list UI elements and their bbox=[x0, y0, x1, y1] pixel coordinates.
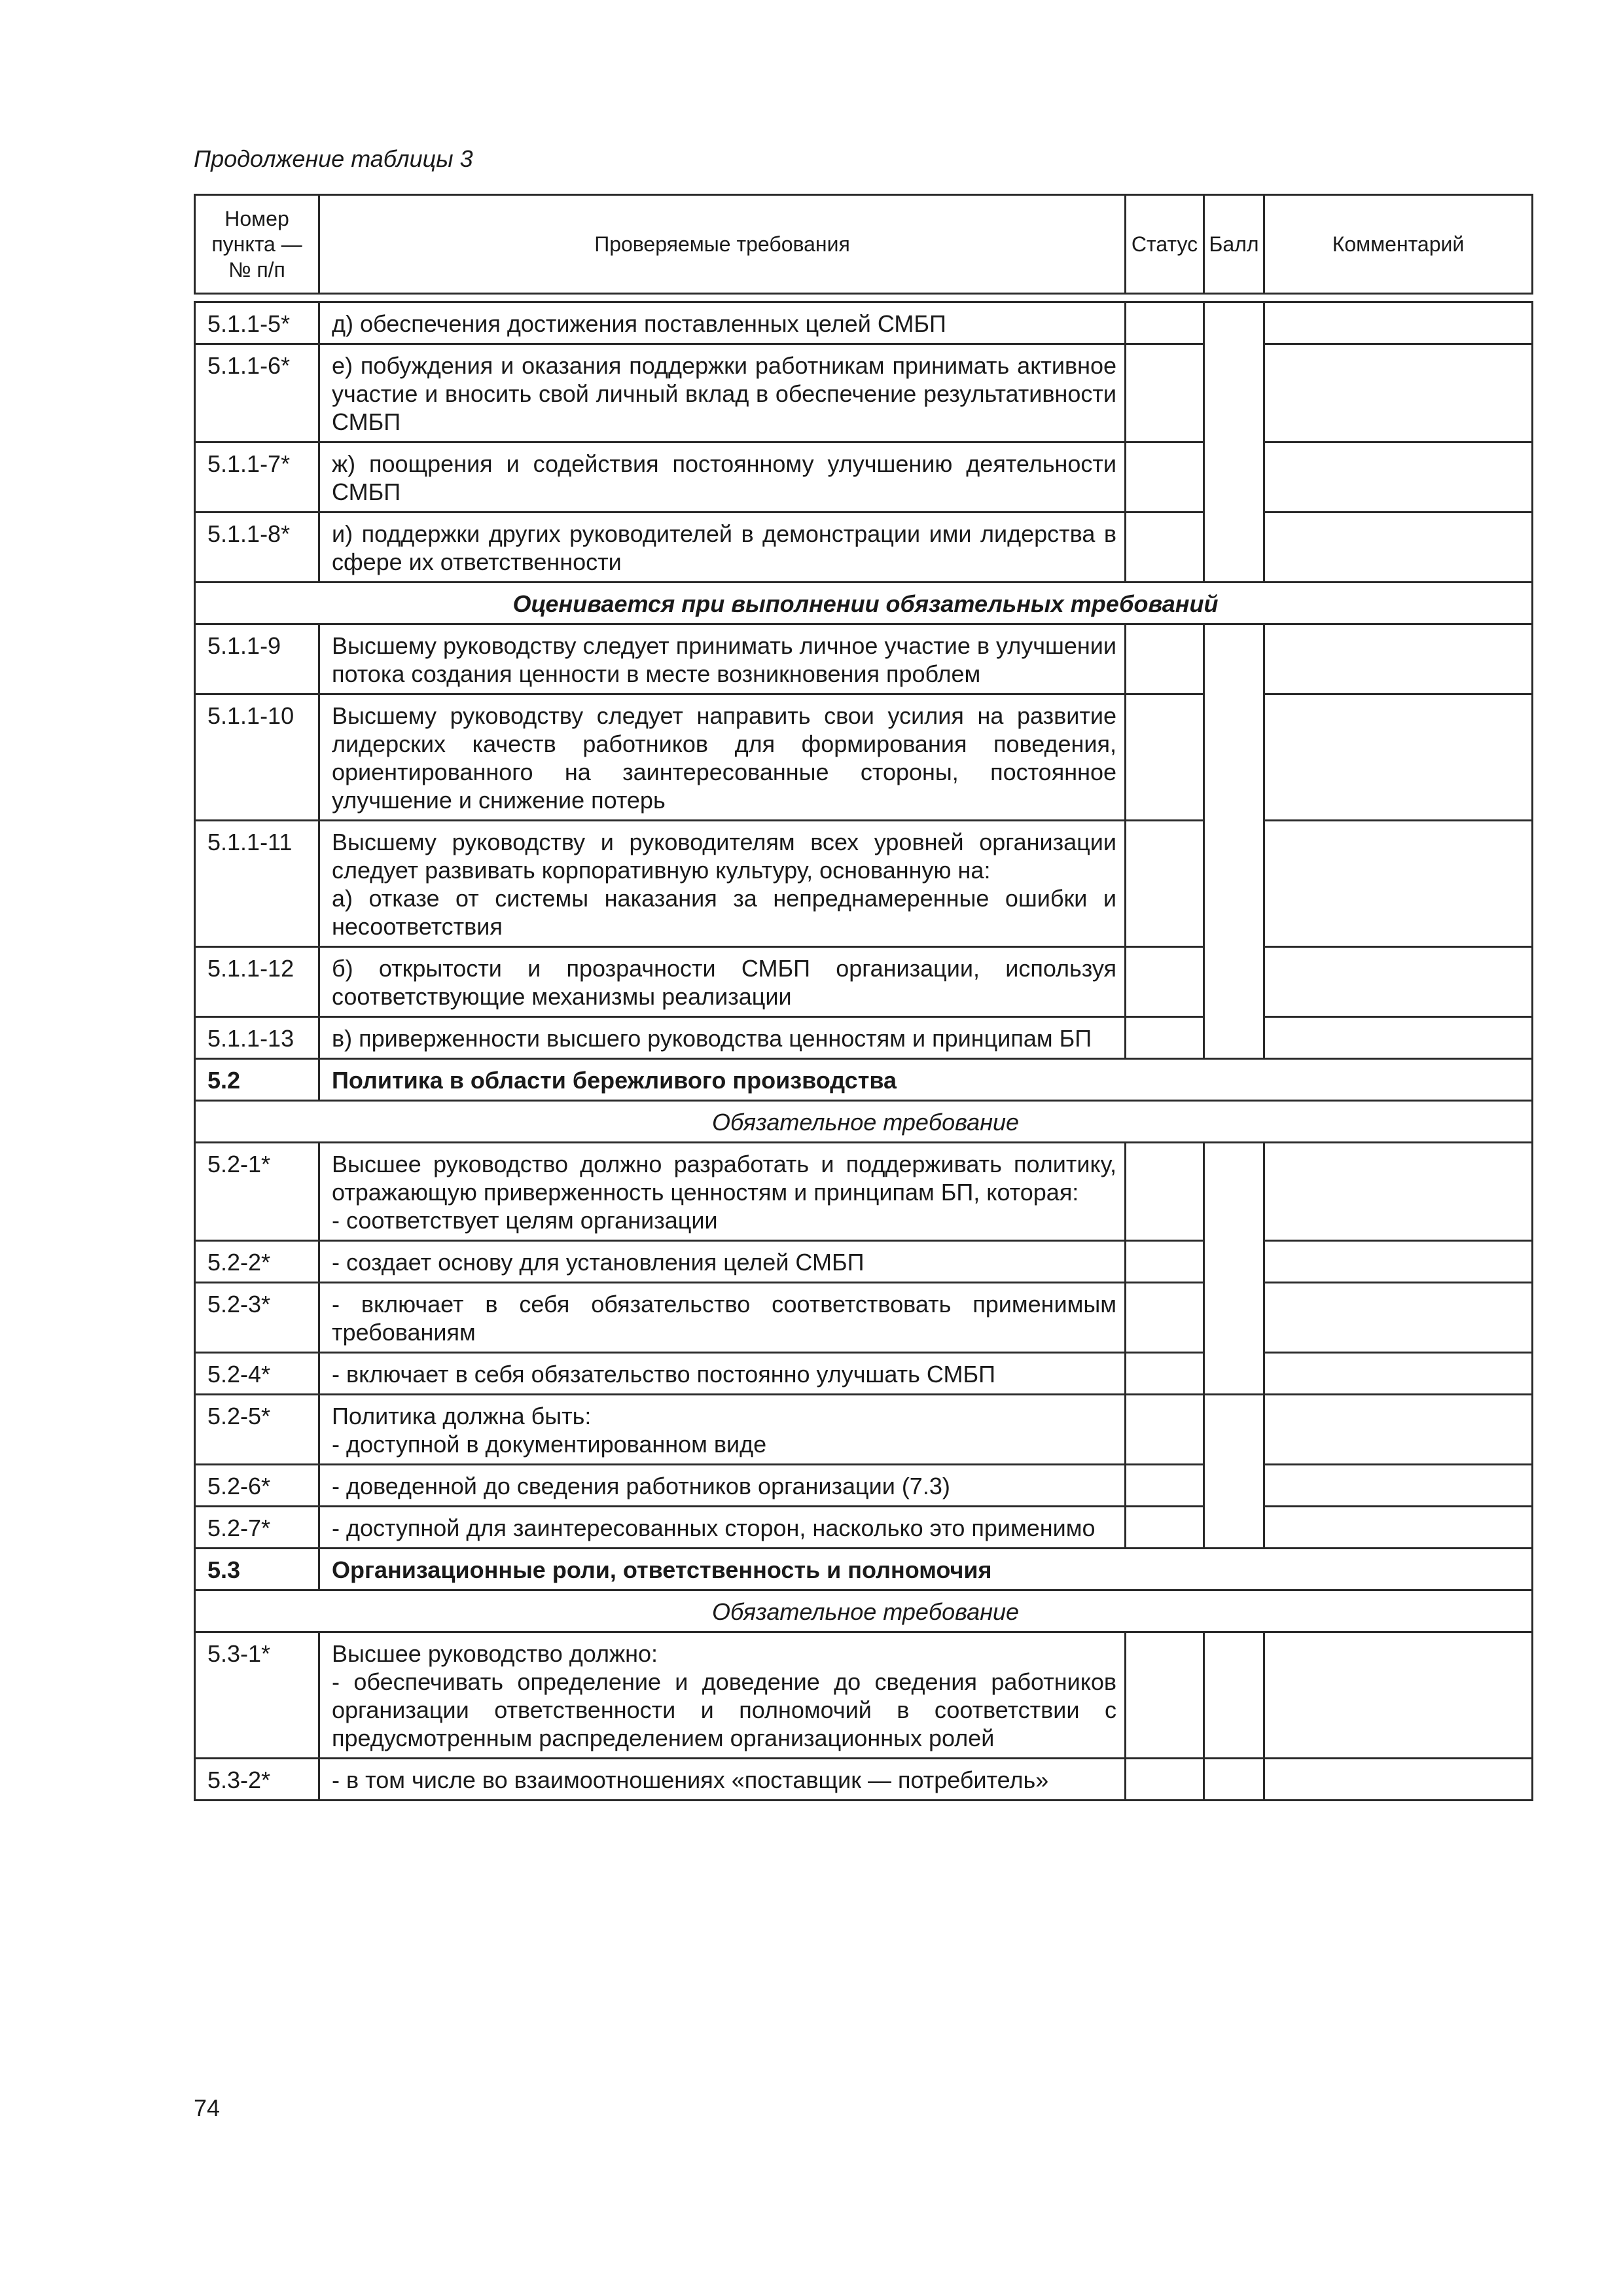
requirement-text bbox=[319, 624, 1126, 694]
item-number: 5.1.1-13 bbox=[195, 1017, 319, 1059]
status-cell[interactable] bbox=[1126, 947, 1204, 1017]
category-row: Оценивается при выполнении обязательных требований bbox=[195, 583, 1533, 624]
requirements-table bbox=[194, 194, 1533, 1801]
item-number: 5.1.1-12 bbox=[195, 947, 319, 1017]
requirement-text bbox=[319, 1143, 1126, 1241]
comment-cell[interactable] bbox=[1264, 947, 1533, 1017]
status-cell[interactable] bbox=[1126, 1283, 1204, 1353]
status-cell[interactable] bbox=[1126, 1507, 1204, 1549]
section-number: 5.2 bbox=[195, 1059, 319, 1101]
requirement-line: - в том числе во взаимоотношениях «поставщик — потребитель» bbox=[332, 1767, 1049, 1793]
requirement-text bbox=[319, 1759, 1126, 1801]
status-cell[interactable] bbox=[1126, 1017, 1204, 1059]
status-cell[interactable] bbox=[1126, 1241, 1204, 1283]
table-row bbox=[195, 302, 1533, 344]
item-number: 5.1.1-5* bbox=[195, 302, 319, 344]
comment-cell[interactable] bbox=[1264, 512, 1533, 583]
requirement-line: - соответствует целям организации bbox=[332, 1207, 718, 1234]
table-row bbox=[195, 1465, 1533, 1507]
status-cell[interactable] bbox=[1126, 1395, 1204, 1465]
column-header-comment: Комментарий bbox=[1264, 195, 1533, 294]
table-row bbox=[195, 624, 1533, 694]
status-cell[interactable] bbox=[1126, 694, 1204, 821]
requirement-text bbox=[319, 947, 1126, 1017]
page-number: 74 bbox=[194, 2094, 221, 2121]
item-number: 5.2-2* bbox=[195, 1241, 319, 1283]
item-number: 5.1.1-8* bbox=[195, 512, 319, 583]
status-cell[interactable] bbox=[1126, 1465, 1204, 1507]
status-cell[interactable] bbox=[1126, 624, 1204, 694]
comment-cell[interactable] bbox=[1264, 694, 1533, 821]
requirement-line: Высшему руководству следует принимать личное участие в улучшении потока создания ценности в месте возникновения проблем bbox=[332, 632, 1116, 687]
status-cell[interactable] bbox=[1126, 821, 1204, 947]
table-row bbox=[195, 1632, 1533, 1759]
mandatory-requirement-row: Обязательное требование bbox=[195, 1590, 1533, 1632]
comment-cell[interactable] bbox=[1264, 1507, 1533, 1549]
table-row bbox=[195, 1759, 1533, 1801]
requirement-text bbox=[319, 1632, 1126, 1759]
item-number: 5.2-4* bbox=[195, 1353, 319, 1395]
table-row bbox=[195, 512, 1533, 583]
requirement-line: Высшему руководству и руководителям всех уровней организации следует развивать корпоративную культуру, основанную на: bbox=[332, 829, 1116, 884]
requirement-text bbox=[319, 821, 1126, 947]
comment-cell[interactable] bbox=[1264, 1759, 1533, 1801]
status-cell[interactable] bbox=[1126, 1143, 1204, 1241]
requirement-line: - включает в себя обязательство соответствовать применимым требованиям bbox=[332, 1291, 1116, 1346]
group-a-rows bbox=[195, 302, 1533, 583]
requirement-line: ж) поощрения и содействия постоянному улучшению деятельности СМБП bbox=[332, 450, 1116, 505]
table-row bbox=[195, 1507, 1533, 1549]
requirement-line: - включает в себя обязательство постоянно улучшать СМБП bbox=[332, 1361, 995, 1388]
item-number: 5.1.1-6* bbox=[195, 344, 319, 442]
comment-cell[interactable] bbox=[1264, 344, 1533, 442]
item-number: 5.3-1* bbox=[195, 1632, 319, 1759]
requirement-line: - доведенной до сведения работников организации (7.3) bbox=[332, 1473, 950, 1499]
requirement-text bbox=[319, 344, 1126, 442]
requirement-text bbox=[319, 1017, 1126, 1059]
comment-cell[interactable] bbox=[1264, 442, 1533, 512]
comment-cell[interactable] bbox=[1264, 1241, 1533, 1283]
status-cell[interactable] bbox=[1126, 512, 1204, 583]
score-cell[interactable] bbox=[1204, 1759, 1264, 1801]
group-5-3-rows bbox=[195, 1632, 1533, 1801]
requirement-line: Высшее руководство должно разработать и поддерживать политику, отражающую приверженность ценностям и принципам БП, которая: bbox=[332, 1151, 1116, 1206]
comment-cell[interactable] bbox=[1264, 1143, 1533, 1241]
requirement-line: Высшее руководство должно: bbox=[332, 1640, 658, 1667]
requirement-line: - обеспечивать определение и доведение до сведения работников организации ответственности и полномочий в соответствии с предусмотренным распределением организационных ролей bbox=[332, 1668, 1116, 1751]
column-header-number: Номер пункта — № п/п bbox=[195, 195, 319, 294]
item-number: 5.1.1-7* bbox=[195, 442, 319, 512]
requirement-text bbox=[319, 302, 1126, 344]
table-row bbox=[195, 1017, 1533, 1059]
group-b-rows bbox=[195, 624, 1533, 1059]
comment-cell[interactable] bbox=[1264, 302, 1533, 344]
status-cell[interactable] bbox=[1126, 1759, 1204, 1801]
mandatory-requirement-row: Обязательное требование bbox=[195, 1101, 1533, 1143]
column-header-status: Статус bbox=[1126, 195, 1204, 294]
table-caption: Продолжение таблицы 3 bbox=[194, 145, 473, 172]
section-row-5-2 bbox=[195, 1059, 1533, 1101]
comment-cell[interactable] bbox=[1264, 624, 1533, 694]
section-number: 5.3 bbox=[195, 1549, 319, 1590]
section-row-5-3 bbox=[195, 1549, 1533, 1590]
table-header-row bbox=[195, 195, 1533, 294]
comment-cell[interactable] bbox=[1264, 1465, 1533, 1507]
item-number: 5.2-1* bbox=[195, 1143, 319, 1241]
requirement-line: а) отказе от системы наказания за непреднамеренные ошибки и несоответствия bbox=[332, 885, 1116, 940]
score-cell[interactable] bbox=[1204, 1395, 1264, 1549]
requirement-line: б) открытости и прозрачности СМБП организации, используя соответствующие механизмы реализации bbox=[332, 955, 1116, 1010]
table-row bbox=[195, 1353, 1533, 1395]
requirement-line: е) побуждения и оказания поддержки работникам принимать активное участие и вносить свой личный вклад в обеспечение результативности СМБП bbox=[332, 352, 1116, 435]
table-row bbox=[195, 947, 1533, 1017]
item-number: 5.2-3* bbox=[195, 1283, 319, 1353]
score-cell[interactable] bbox=[1204, 624, 1264, 1059]
item-number: 5.2-6* bbox=[195, 1465, 319, 1507]
requirement-line: Высшему руководству следует направить свои усилия на развитие лидерских качеств работников для формирования поведения, ориентированного на заинтересованные стороны, постоянное улучшение и снижение потерь bbox=[332, 702, 1116, 814]
requirement-text bbox=[319, 1507, 1126, 1549]
table-row bbox=[195, 442, 1533, 512]
requirement-line: Политика должна быть: bbox=[332, 1403, 592, 1429]
requirement-text bbox=[319, 694, 1126, 821]
requirement-line: д) обеспечения достижения поставленных целей СМБП bbox=[332, 310, 946, 337]
comment-cell[interactable] bbox=[1264, 1395, 1533, 1465]
item-number: 5.1.1-10 bbox=[195, 694, 319, 821]
requirement-line: и) поддержки других руководителей в демонстрации ими лидерства в сфере их ответственности bbox=[332, 520, 1116, 575]
column-header-score: Балл bbox=[1204, 195, 1264, 294]
score-cell[interactable] bbox=[1204, 1632, 1264, 1759]
requirement-line: - доступной для заинтересованных сторон, насколько это применимо bbox=[332, 1515, 1096, 1541]
score-cell[interactable] bbox=[1204, 1143, 1264, 1395]
item-number: 5.3-2* bbox=[195, 1759, 319, 1801]
requirement-text bbox=[319, 1465, 1126, 1507]
table-row bbox=[195, 1241, 1533, 1283]
comment-cell[interactable] bbox=[1264, 1017, 1533, 1059]
comment-cell[interactable] bbox=[1264, 1632, 1533, 1759]
requirement-text bbox=[319, 1395, 1126, 1465]
table-row bbox=[195, 821, 1533, 947]
requirement-text bbox=[319, 512, 1126, 583]
status-cell[interactable] bbox=[1126, 442, 1204, 512]
table-row bbox=[195, 1143, 1533, 1241]
comment-cell[interactable] bbox=[1264, 821, 1533, 947]
requirement-line: - создает основу для установления целей СМБП bbox=[332, 1249, 865, 1276]
column-header-requirements: Проверяемые требования bbox=[319, 195, 1126, 294]
item-number: 5.2-7* bbox=[195, 1507, 319, 1549]
requirement-text bbox=[319, 1353, 1126, 1395]
section-title: Политика в области бережливого производства bbox=[319, 1059, 1533, 1101]
status-cell[interactable] bbox=[1126, 1632, 1204, 1759]
requirement-line: - доступной в документированном виде bbox=[332, 1431, 767, 1458]
table-row bbox=[195, 694, 1533, 821]
section-title: Организационные роли, ответственность и полномочия bbox=[319, 1549, 1533, 1590]
item-number: 5.1.1-11 bbox=[195, 821, 319, 947]
comment-cell[interactable] bbox=[1264, 1283, 1533, 1353]
status-cell[interactable] bbox=[1126, 344, 1204, 442]
status-cell[interactable] bbox=[1126, 1353, 1204, 1395]
requirement-text bbox=[319, 442, 1126, 512]
group-5-2b-rows bbox=[195, 1395, 1533, 1549]
table-row bbox=[195, 344, 1533, 442]
table-row bbox=[195, 1283, 1533, 1353]
item-number: 5.1.1-9 bbox=[195, 624, 319, 694]
group-5-2a-rows bbox=[195, 1143, 1533, 1395]
table-row bbox=[195, 1395, 1533, 1465]
comment-cell[interactable] bbox=[1264, 1353, 1533, 1395]
item-number: 5.2-5* bbox=[195, 1395, 319, 1465]
status-cell[interactable] bbox=[1126, 302, 1204, 344]
requirement-text bbox=[319, 1241, 1126, 1283]
requirement-text bbox=[319, 1283, 1126, 1353]
score-cell[interactable] bbox=[1204, 302, 1264, 583]
requirement-line: в) приверженности высшего руководства ценностям и принципам БП bbox=[332, 1025, 1092, 1052]
